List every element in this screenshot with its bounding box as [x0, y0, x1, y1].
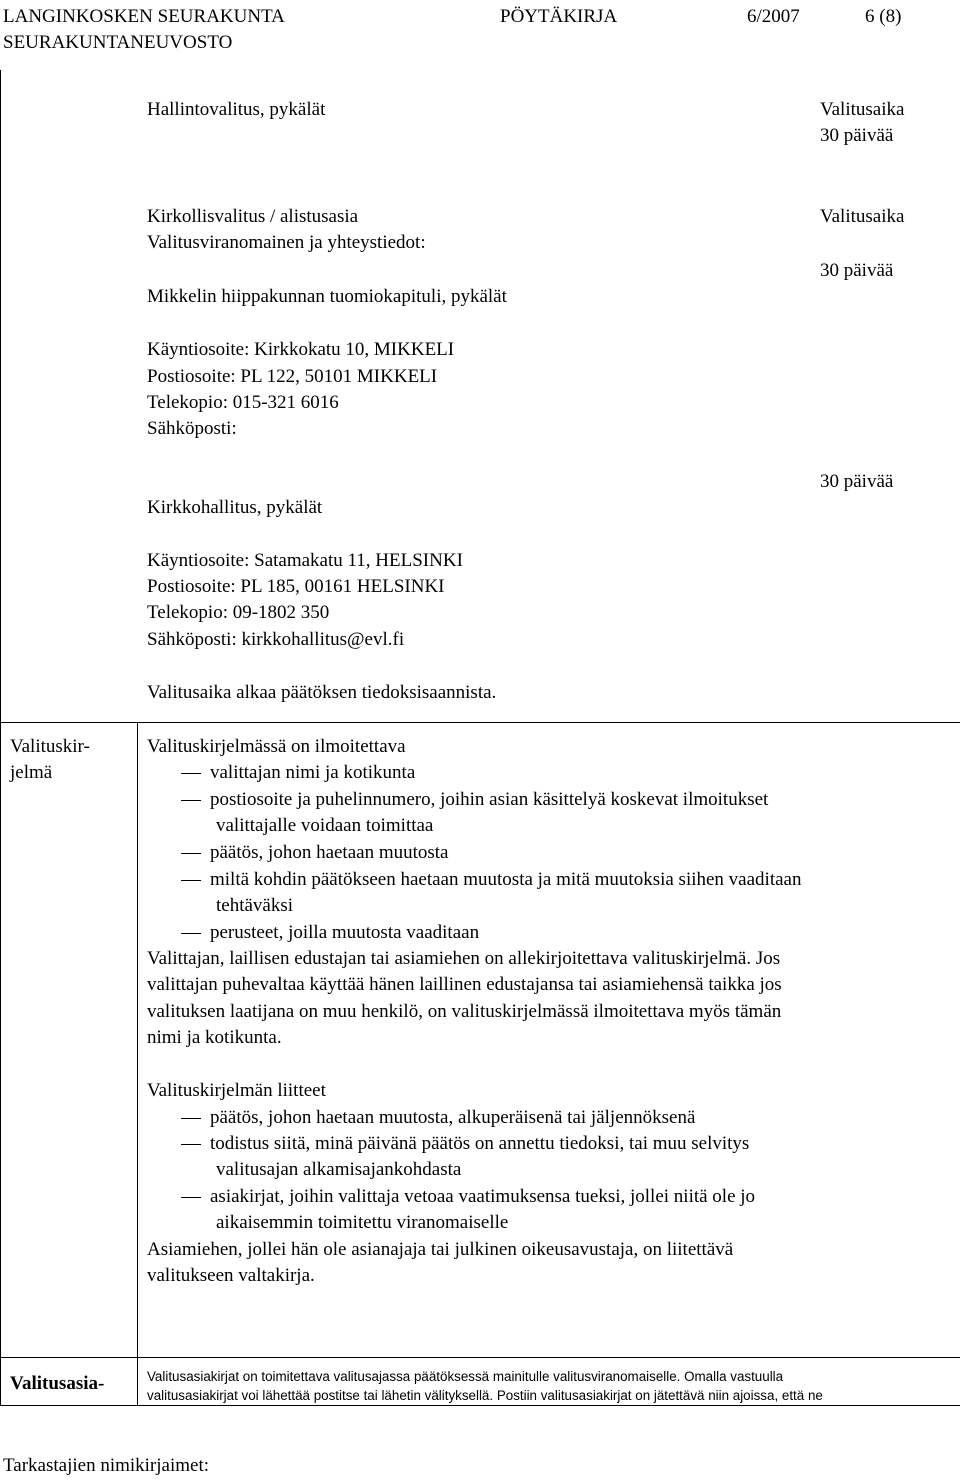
header-page-number: 6 (8)	[865, 6, 902, 27]
requirement-item-continued: tehtäväksi	[216, 895, 294, 916]
list-dash	[181, 933, 201, 934]
hallintovalitus-time-label: Valitusaika	[820, 99, 905, 120]
list-dash	[181, 773, 201, 774]
power-of-attorney-line: valitukseen valtakirja.	[147, 1265, 315, 1286]
list-dash	[181, 1144, 201, 1145]
valitusaika-note: Valitusaika alkaa päätöksen tiedoksisaannista.	[147, 682, 497, 703]
signature-paragraph-line: valituksen laatijana on muu henkilö, on valituskirjelmässä ilmoitettava myös tämän	[147, 1001, 782, 1022]
kirkollisvalitus-line: Valitusviranomainen ja yhteystiedot:	[147, 232, 426, 253]
helsinki-address-line: Postiosoite: PL 185, 00161 HELSINKI	[147, 576, 445, 597]
list-dash	[181, 880, 201, 881]
section-divider-valitusasiakirjat	[0, 1357, 960, 1358]
attachment-item-continued: aikaisemmin toimitettu viranomaiselle	[216, 1212, 509, 1233]
list-dash	[181, 800, 201, 801]
header-doc-type: PÖYTÄKIRJA	[500, 6, 618, 27]
signature-paragraph-line: Valittajan, laillisen edustajan tai asiamiehen on allekirjoitettava valituskirjelmä. Jos	[147, 948, 781, 969]
requirement-item: postiosoite ja puhelinnumero, joihin asian käsittelyä koskevat ilmoitukset	[210, 789, 769, 810]
helsinki-address-line: Telekopio: 09-1802 350	[147, 602, 330, 623]
left-border	[0, 70, 1, 1406]
inspector-initials-label: Tarkastajien nimikirjaimet:	[3, 1455, 210, 1476]
power-of-attorney-line: Asiamiehen, jollei hän ole asianajaja tai julkinen oikeusavustaja, on liitettävä	[147, 1239, 734, 1260]
valituskirjelma-side-label: Valituskir-	[10, 736, 90, 757]
mikkeli-address-line: Käyntiosoite: Kirkkokatu 10, MIKKELI	[147, 339, 455, 360]
tuomiokapituli-authority: Mikkelin hiippakunnan tuomiokapituli, pykälät	[147, 286, 507, 307]
valitusasiakirjat-text-line: valitusasiakirjat voi lähettää postitse tai lähetin välityksellä. Postiin valitusasiakirjat on jätettävä niin ajoissa, että ne	[147, 1388, 823, 1403]
bottom-border	[0, 1405, 960, 1406]
signature-paragraph-line: nimi ja kotikunta.	[147, 1027, 282, 1048]
mikkeli-address-line: Telekopio: 015-321 6016	[147, 392, 339, 413]
list-dash	[181, 853, 201, 854]
kirkkohallitus-time-value: 30 päivää	[820, 471, 894, 492]
section-divider-valituskirjelma	[0, 722, 960, 723]
attachment-item: päätös, johon haetaan muutosta, alkuperäisenä tai jäljennöksenä	[210, 1107, 696, 1128]
helsinki-address-line: Käyntiosoite: Satamakatu 11, HELSINKI	[147, 550, 463, 571]
requirement-item: päätös, johon haetaan muutosta	[210, 842, 449, 863]
list-dash	[181, 1197, 201, 1198]
kirkollisvalitus-time-value: 30 päivää	[820, 260, 894, 281]
kirkollisvalitus-time-label: Valitusaika	[820, 206, 905, 227]
requirement-item-continued: valittajalle voidaan toimittaa	[216, 815, 434, 836]
kirkkohallitus-title: Kirkkohallitus, pykälät	[147, 497, 323, 518]
attachment-item-continued: valitusajan alkamisajankohdasta	[216, 1159, 462, 1180]
valituskirjelma-side-label: jelmä	[10, 762, 53, 783]
helsinki-address-line: Sähköposti: kirkkohallitus@evl.fi	[147, 629, 405, 650]
mikkeli-address-line: Sähköposti:	[147, 418, 237, 439]
requirement-item: miltä kohdin päätökseen haetaan muutosta ja mitä muutoksia siihen vaaditaan	[210, 869, 802, 890]
header-doc-no: 6/2007	[747, 6, 800, 27]
mikkeli-address-line: Postiosoite: PL 122, 50101 MIKKELI	[147, 366, 438, 387]
header-org: LANGINKOSKEN SEURAKUNTA	[3, 6, 285, 27]
requirement-item: valittajan nimi ja kotikunta	[210, 762, 416, 783]
attachment-item: asiakirjat, joihin valittaja vetoaa vaatimuksensa tueksi, jollei niitä ole jo	[210, 1186, 756, 1207]
kirkollisvalitus-line: Kirkollisvalitus / alistusasia	[147, 206, 359, 227]
hallintovalitus-time-value: 30 päivää	[820, 125, 894, 146]
valitusasiakirjat-side-label: Valitusasia-	[10, 1373, 105, 1394]
attachment-item: todistus siitä, minä päivänä päätös on annettu tiedoksi, tai muu selvitys	[210, 1133, 750, 1154]
hallintovalitus-title: Hallintovalitus, pykälät	[147, 99, 326, 120]
signature-paragraph-line: valittajan puhevaltaa käyttää hänen laillinen edustajansa tai asiamiehensä taikka jos	[147, 974, 782, 995]
requirement-item: perusteet, joilla muutosta vaaditaan	[210, 922, 480, 943]
list-dash	[181, 1118, 201, 1119]
valitusasiakirjat-text-line: Valitusasiakirjat on toimitettava valitusajassa päätöksessä mainitulle valitusviranomaiselle. Omalla vastuulla	[147, 1369, 784, 1384]
attachments-title: Valituskirjelmän liitteet	[147, 1080, 326, 1101]
valituskirjelma-intro: Valituskirjelmässä on ilmoitettava	[147, 736, 406, 757]
label-column-divider	[137, 722, 138, 1406]
header-body: SEURAKUNTANEUVOSTO	[3, 32, 233, 53]
